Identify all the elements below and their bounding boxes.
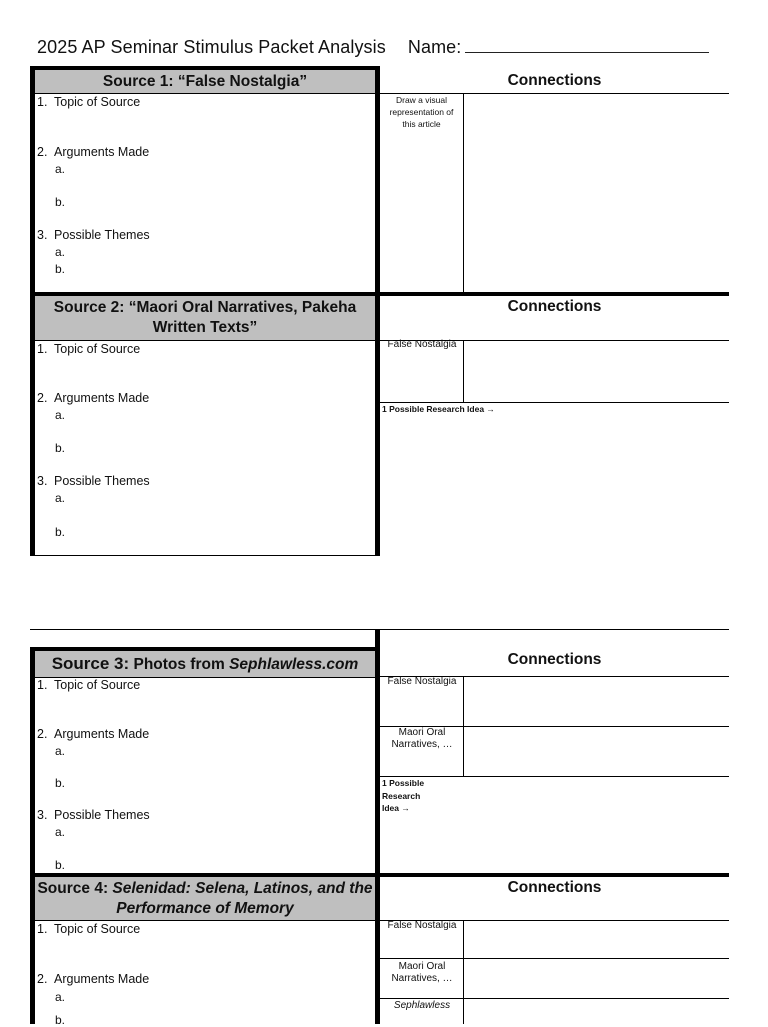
item-number: 1. bbox=[37, 922, 48, 936]
source2-bottom-border bbox=[30, 555, 380, 556]
source1-theme-a: a. bbox=[55, 245, 66, 259]
source1-theme-b: b. bbox=[55, 262, 66, 276]
source4-title-italic1: Selenidad: Selena, Latinos, and the bbox=[112, 879, 373, 897]
source4-arguments-item bbox=[37, 972, 149, 986]
item-number: 3. bbox=[37, 228, 48, 242]
source1-connections-title: Connections bbox=[507, 72, 602, 89]
worksheet-header bbox=[37, 36, 709, 58]
item-number: 3. bbox=[37, 808, 48, 822]
source4-title bbox=[35, 877, 375, 920]
source3-title-text bbox=[52, 654, 359, 675]
source2-conn-divider bbox=[463, 340, 464, 402]
source4-conn-divider bbox=[463, 920, 464, 1024]
themes-label: Possible Themes bbox=[54, 808, 150, 822]
center-column2-border bbox=[375, 629, 380, 1024]
arguments-label: Arguments Made bbox=[54, 391, 150, 405]
left-page-border bbox=[30, 66, 35, 556]
source4-connections-title: Connections bbox=[507, 879, 602, 896]
source3-title-prefix: Source 3: bbox=[51, 653, 130, 673]
item-number: 1. bbox=[37, 678, 48, 692]
source2-topic-item bbox=[37, 342, 140, 356]
item-number: 3. bbox=[37, 474, 48, 488]
source4-argument-a: a. bbox=[55, 990, 66, 1004]
source1-topic-item bbox=[37, 95, 140, 109]
source1-themes-item bbox=[37, 228, 150, 242]
source2-arguments-item bbox=[37, 391, 149, 405]
themes-label: Possible Themes bbox=[54, 228, 150, 242]
left-page2-border bbox=[30, 647, 35, 1024]
source2-conn-false-nostalgia: False Nostalgia bbox=[387, 339, 457, 350]
source2-research-idea: 1 Possible Research Idea → bbox=[382, 404, 495, 414]
source1-title-text: Source 1: “False Nostalgia” bbox=[102, 72, 308, 90]
item-number: 2. bbox=[37, 972, 48, 986]
themes-label: Possible Themes bbox=[54, 474, 150, 488]
source3-research-idea bbox=[382, 777, 442, 815]
arguments-label: Arguments Made bbox=[54, 972, 150, 986]
item-number: 2. bbox=[37, 727, 48, 741]
source3-argument-a: a. bbox=[55, 744, 66, 758]
source1-visual-prompt: Draw a visual representation of this article bbox=[389, 95, 454, 129]
source3-argument-b: b. bbox=[55, 776, 66, 790]
source2-theme-a: a. bbox=[55, 491, 66, 505]
topic-label: Topic of Source bbox=[54, 342, 141, 356]
source1-argument-a: a. bbox=[55, 162, 66, 176]
source3-theme-a: a. bbox=[55, 825, 66, 839]
source3-title-italic: Sephlawless.com bbox=[229, 655, 359, 673]
source3-themes-item bbox=[37, 808, 150, 822]
source4-topic-item bbox=[37, 922, 140, 936]
research-line: Idea → bbox=[382, 803, 410, 813]
source4-title-line2: Performance of Memory bbox=[116, 899, 294, 917]
source4-conn-maori: Maori Oral Narratives, … bbox=[391, 961, 453, 984]
center-column-border bbox=[375, 66, 380, 556]
source3-title bbox=[35, 651, 375, 677]
source3-topic-item bbox=[37, 678, 140, 692]
name-field-line[interactable] bbox=[465, 36, 709, 53]
source4-argument-b: b. bbox=[55, 1013, 66, 1027]
source2-connections-title: Connections bbox=[507, 298, 602, 315]
source2-argument-b: b. bbox=[55, 441, 66, 455]
source2-title-rule bbox=[30, 340, 380, 341]
worksheet-title: 2025 AP Seminar Stimulus Packet Analysis bbox=[37, 37, 386, 57]
arguments-label: Arguments Made bbox=[54, 727, 150, 741]
name-label: Name: bbox=[407, 37, 462, 57]
source2-theme-b: b. bbox=[55, 525, 66, 539]
source1-argument-b: b. bbox=[55, 195, 66, 209]
source3-conn-maori: Maori Oral Narratives, … bbox=[391, 727, 453, 750]
topic-label: Topic of Source bbox=[54, 922, 141, 936]
topic-label: Topic of Source bbox=[54, 678, 141, 692]
source2-themes-item bbox=[37, 474, 150, 488]
topic-label: Topic of Source bbox=[54, 95, 141, 109]
research-line: Research bbox=[382, 790, 421, 801]
arguments-label: Arguments Made bbox=[54, 145, 150, 159]
source2-argument-a: a. bbox=[55, 408, 66, 422]
source4-conn-sephlawless: Sephlawless bbox=[393, 1000, 451, 1011]
source1-arguments-item bbox=[37, 145, 149, 159]
source3-arguments-item bbox=[37, 727, 149, 741]
source1-title-rule bbox=[30, 93, 380, 94]
source4-title-rule bbox=[30, 920, 380, 921]
source3-theme-b: b. bbox=[55, 858, 66, 872]
source3-title-mid: Photos from bbox=[129, 655, 230, 673]
source4-title-line1 bbox=[37, 879, 372, 899]
source3-connections-title: Connections bbox=[507, 651, 602, 668]
source1-visual-divider bbox=[463, 93, 464, 293]
source3-conn-divider bbox=[463, 676, 464, 776]
source4-conn-row2-rule bbox=[380, 998, 729, 999]
item-number: 1. bbox=[37, 342, 48, 356]
research-line: 1 Possible bbox=[382, 778, 425, 788]
source4-title-prefix: Source 4: bbox=[37, 879, 113, 897]
source2-title-line2: Written Texts” bbox=[152, 319, 258, 336]
source1-title bbox=[35, 70, 375, 93]
item-number: 2. bbox=[37, 391, 48, 405]
source3-conn-false-nostalgia: False Nostalgia bbox=[387, 676, 457, 687]
source4-conn-false-nostalgia: False Nostalgia bbox=[387, 920, 457, 931]
source2-title-line1: Source 2: “Maori Oral Narratives, Pakeha bbox=[53, 299, 357, 316]
item-number: 2. bbox=[37, 145, 48, 159]
source2-title bbox=[35, 296, 375, 340]
item-number: 1. bbox=[37, 95, 48, 109]
source4-conn-row1-rule bbox=[380, 958, 729, 959]
